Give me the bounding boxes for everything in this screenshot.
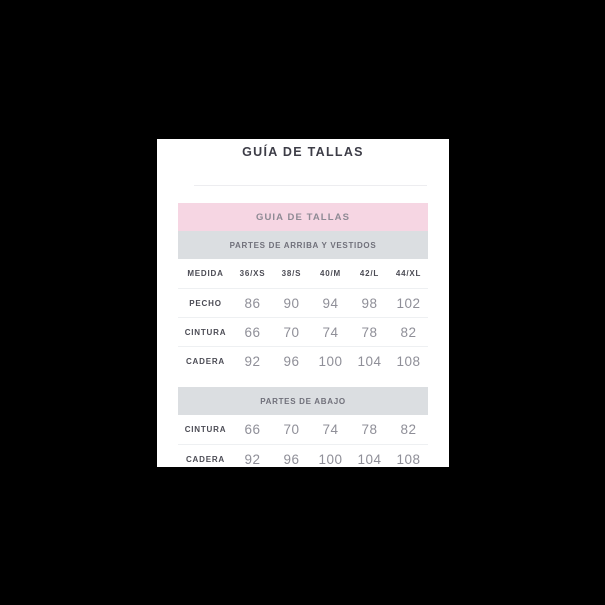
- size-value: 66: [244, 422, 261, 437]
- size-value: 96: [283, 451, 300, 467]
- table-row: [178, 317, 428, 346]
- row-label: CADERA: [185, 454, 226, 464]
- size-value: 100: [318, 353, 343, 369]
- size-value: 104: [357, 353, 382, 369]
- size-value: 108: [396, 451, 421, 467]
- section-heading-tops: PARTES DE ARRIBA Y VESTIDOS: [178, 231, 428, 259]
- row-label: PECHO: [189, 298, 222, 308]
- section-gap: [178, 375, 428, 387]
- size-value: 70: [283, 422, 300, 437]
- header-divider: [194, 185, 427, 186]
- size-value: 82: [400, 324, 417, 340]
- size-value: 70: [283, 324, 300, 340]
- size-value: 92: [244, 353, 261, 369]
- row-label: MEDIDA: [187, 269, 224, 278]
- size-value: 100: [318, 451, 343, 467]
- size-table-tops: [178, 259, 428, 375]
- size-value: 98: [361, 295, 378, 311]
- size-value: 102: [396, 295, 421, 311]
- size-value: 90: [283, 295, 300, 311]
- size-value: 74: [322, 324, 339, 340]
- size-value: 96: [283, 353, 300, 369]
- row-label: CINTURA: [184, 425, 227, 434]
- size-header-cell: 38/S: [281, 269, 302, 278]
- table-row: [178, 346, 428, 375]
- section-heading-bottoms: PARTES DE ABAJO: [178, 387, 428, 415]
- size-value: 108: [396, 353, 421, 369]
- table-header-row: [178, 259, 428, 288]
- size-header-cell: 36/XS: [239, 269, 266, 278]
- size-guide-banner: GUIA DE TALLAS: [178, 203, 428, 231]
- row-label: CADERA: [185, 356, 226, 366]
- size-value: 104: [357, 451, 382, 467]
- size-header-cell: 40/M: [320, 269, 341, 278]
- page-title: GUÍA DE TALLAS: [242, 145, 364, 159]
- size-table-bottoms: [178, 415, 428, 467]
- size-value: 82: [400, 422, 417, 437]
- size-value: 92: [244, 451, 261, 467]
- size-value: 66: [244, 324, 261, 340]
- size-guide-content: [178, 203, 428, 467]
- size-value: 74: [322, 422, 339, 437]
- size-header-cell: 44/XL: [395, 269, 422, 278]
- size-value: 94: [322, 295, 339, 311]
- size-guide-card: [157, 139, 449, 467]
- row-label: CINTURA: [184, 327, 227, 337]
- size-value: 78: [361, 324, 378, 340]
- size-value: 78: [361, 422, 378, 437]
- size-value: 86: [244, 295, 261, 311]
- table-row: [178, 415, 428, 444]
- table-row: [178, 444, 428, 467]
- size-header-cell: 42/L: [359, 269, 380, 278]
- table-row: [178, 288, 428, 317]
